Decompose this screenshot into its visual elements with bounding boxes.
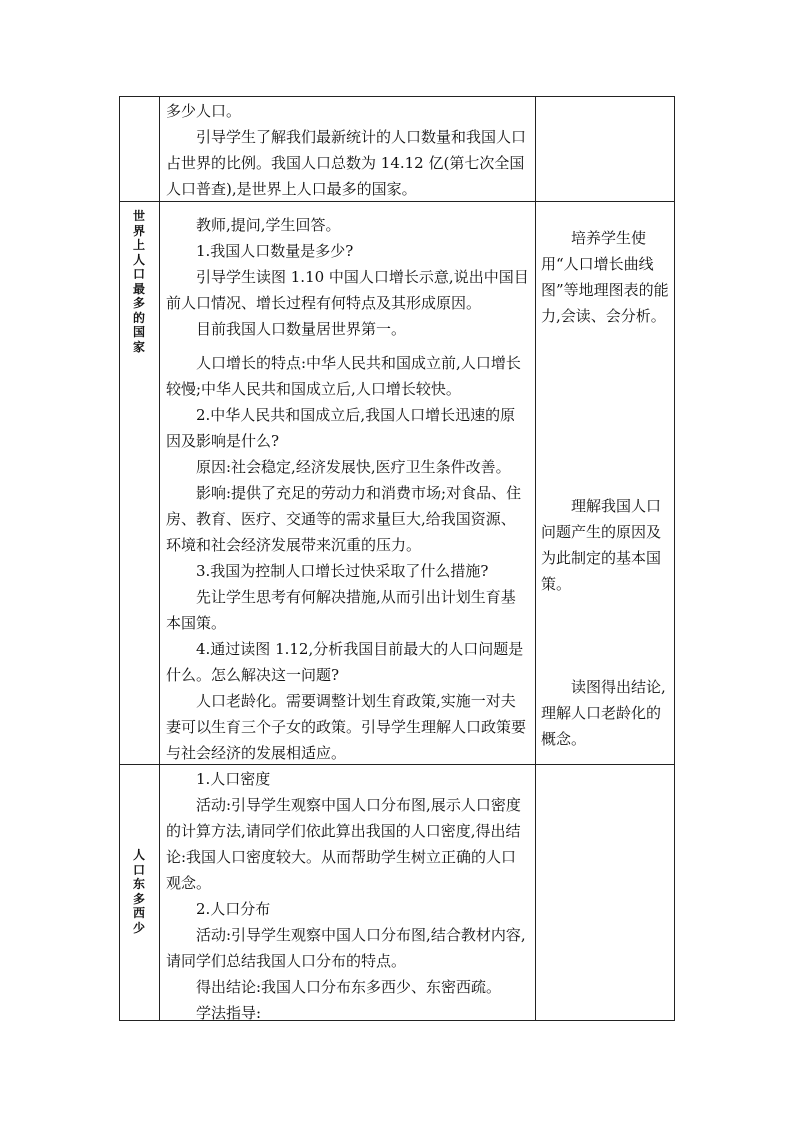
label-char: 上 xyxy=(132,238,145,252)
row2-paragraph: 1.人口密度 xyxy=(196,770,271,788)
table-divider-2 xyxy=(535,96,536,1021)
row0-paragraph-2: 引导学生了解我们最新统计的人口数量和我国人口占世界的比例。我国人口总数为 14.12 亿(第七次全国人口普查),是世界上人口最多的国家。 xyxy=(166,128,527,198)
label-char: 人 xyxy=(132,252,145,267)
note-text: 培养学生使用“人口增长曲线图”等地理图表的能力,会读、会分析。 xyxy=(541,229,669,325)
label-char: 家 xyxy=(132,339,145,354)
table-divider-1 xyxy=(159,96,160,1021)
note-text: 理解我国人口问题产生的原因及为此制定的基本国策。 xyxy=(541,497,662,593)
table-border-right xyxy=(674,96,675,1021)
row0-content xyxy=(166,98,530,202)
row0-line-1: 多少人口。 xyxy=(166,102,242,120)
row2-paragraph: 得出结论:我国人口分布东多西少、东密西疏。 xyxy=(196,978,502,996)
row1-topic-label xyxy=(119,209,159,354)
row1-paragraph: 引导学生读图 1.10 中国人口增长示意,说出中国目前人口情况、增长过程有何特点及其形成原因。 xyxy=(166,268,529,312)
row1-note-1 xyxy=(541,225,669,329)
label-char: 口 xyxy=(132,862,145,877)
row2-content xyxy=(166,766,530,1026)
label-char: 的 xyxy=(132,310,145,325)
row1-note-2 xyxy=(541,493,669,597)
row2-paragraph: 学法指导: xyxy=(196,1004,262,1022)
row2-topic-label xyxy=(119,848,159,935)
row1-paragraph: 先让学生思考有何解决措施,从而引出计划生育基本国策。 xyxy=(166,588,516,632)
label-char: 人 xyxy=(132,848,145,862)
row1-content xyxy=(166,212,530,766)
label-char: 最 xyxy=(132,281,145,296)
label-char: 西 xyxy=(132,906,145,920)
row1-paragraph: 影响:提供了充足的劳动力和消费市场;对食品、住房、教育、医疗、交通等的需求量巨大,给我国资源、环境和社会经济发展带来沉重的压力。 xyxy=(166,484,522,554)
label-char: 口 xyxy=(132,267,145,281)
row2-paragraph: 活动:引导学生观察中国人口分布图,结合教材内容,请同学们总结我国人口分布的特点。 xyxy=(166,926,526,970)
label-char: 多 xyxy=(132,296,145,310)
row1-paragraph: 1.我国人口数量是多少? xyxy=(196,242,354,260)
row1-paragraph: 4.通过读图 1.12,分析我国目前最大的人口问题是什么。怎么解决这一问题? xyxy=(166,640,524,684)
row1-note-3 xyxy=(541,674,669,752)
note-text: 读图得出结论,理解人口老龄化的概念。 xyxy=(541,678,666,748)
row1-paragraph: 人口老龄化。需要调整计划生育政策,实施一对夫妻可以生育三个子女的政策。引导学生理解人口政策要与社会经济的发展相适应。 xyxy=(166,692,527,762)
label-char: 东 xyxy=(132,877,145,891)
row1-paragraph: 人口增长的特点:中华人民共和国成立前,人口增长较慢;中华人民共和国成立后,人口增长较快。 xyxy=(166,354,521,398)
row1-paragraph: 原因:社会稳定,经济发展快,医疗卫生条件改善。 xyxy=(196,458,511,476)
label-char: 多 xyxy=(132,891,145,906)
label-char: 国 xyxy=(132,325,145,339)
row1-paragraph: 3.我国为控制人口增长过快采取了什么措施? xyxy=(196,562,489,580)
row2-paragraph: 2.人口分布 xyxy=(196,900,271,918)
label-char: 界 xyxy=(132,223,145,238)
row1-paragraph: 2.中华人民共和国成立后,我国人口增长迅速的原因及影响是什么? xyxy=(166,406,516,450)
table-border-top xyxy=(119,96,675,97)
label-char: 世 xyxy=(132,209,145,223)
row1-paragraph: 教师,提问,学生回答。 xyxy=(196,216,341,234)
row1-paragraph: 目前我国人口数量居世界第一。 xyxy=(196,320,407,338)
label-char: 少 xyxy=(132,920,145,935)
row2-paragraph: 活动:引导学生观察中国人口分布图,展示人口密度的计算方法,请同学们依此算出我国的人口密度,得出结论:我国人口密度较大。从而帮助学生树立正确的人口观念。 xyxy=(166,796,521,892)
